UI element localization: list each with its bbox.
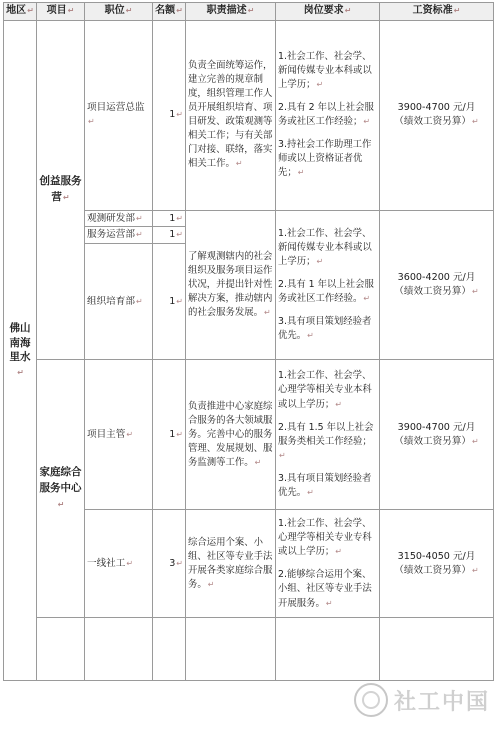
job-table [3,2,494,681]
position-count: 1↵ [153,210,186,227]
position-salary: 3150-4050 元/月 （绩效工资另算）↵ [380,510,494,618]
position-title: 项目主管↵ [85,360,153,510]
header-count: 名额↵ [153,3,186,21]
requirement-item: 3.具有项目策划经验者优先。↵ [278,316,372,342]
requirement-item: 2.具有 2 年以上社会服务或社区工作经验；↵ [278,101,374,127]
position-title: 观测研发部↵ [85,210,153,227]
requirement-item: 2.具有 1.5 年以上社会服务类相关工作经验；↵ [278,421,374,460]
position-requirements [276,360,380,510]
heart-emblem-icon [354,683,388,717]
shared-salary: 3600-4200 元/月 （绩效工资另算）↵ [380,210,494,360]
project-name-cell: 家庭综合服务中心↵ [37,360,85,618]
requirement-item: 1.社会工作、社会学、心理学等相关专业专科或以上学历；↵ [278,517,372,558]
position-salary: 3900-4700 元/月 （绩效工资另算）↵ [380,360,494,510]
empty-cell [380,618,494,681]
requirement-item: 1.社会工作、社会学、新闻传媒专业本科或以上学历；↵ [278,50,372,90]
position-salary: 3900-4700 元/月 （绩效工资另算）↵ [380,20,494,210]
position-title: 组织培育部↵ [85,244,153,360]
header-requirements: 岗位要求↵ [276,3,380,21]
position-count: 1↵ [153,227,186,244]
empty-cell [276,618,380,681]
empty-cell [186,618,276,681]
position-title: 服务运营部↵ [85,227,153,244]
requirement-item: 1.社会工作、社会学、心理学等相关专业本科或以上学历；↵ [278,370,372,410]
position-duties: 负责推进中心家庭综合服务的各大领域服务。完善中心的服务管理、发展规划、服务监测等工作。↵ [186,360,276,510]
table-row [4,618,494,681]
region-cell: 佛山南海里水↵ [4,20,37,681]
header-row [4,3,494,21]
requirement-item: 3.具有项目策划经验者优先。↵ [278,473,372,499]
table-row [4,20,494,210]
table-row [4,360,494,510]
empty-cell [37,618,85,681]
requirement-item: 1.社会工作、社会学、新闻传媒专业本科或以上学历；↵ [278,227,372,267]
position-duties: 负责全面统筹运作，建立完善的规章制度，组织管理工作人员开展组织培育、项目研发、政策观测等相关工作；与有关部门对接、联络，落实相关工作。↵ [186,20,276,210]
header-region: 地区↵ [4,3,37,21]
requirement-item: 3.持社会工作助理工作师或以上资格证者优先；↵ [278,139,372,179]
position-requirements [276,510,380,618]
header-project: 项目↵ [37,3,85,21]
position-title: 项目运营总监↵ [85,20,153,210]
position-count: 3↵ [153,510,186,618]
position-count: 1↵ [153,20,186,210]
watermark-logo [354,683,490,717]
position-title: 一线社工↵ [85,510,153,618]
logo-text: 社工中国 [393,688,490,715]
requirement-item: 2.能够综合运用个案、小组、社区等专业手法开展服务。↵ [278,569,372,609]
position-requirements [276,20,380,210]
position-duties: 综合运用个案、小组、社区等专业手法开展各类家庭综合服务。↵ [186,510,276,618]
header-position: 职位↵ [85,3,153,21]
shared-duties: 了解观测辖内的社会组织及服务项目运作状况，并提出针对性解决方案，推动辖内的社会服务发展。↵ [186,210,276,360]
project-name-cell: 创益服务营↵ [37,20,85,360]
shared-requirements [276,210,380,360]
position-count: 1↵ [153,244,186,360]
header-duties: 职责描述↵ [186,3,276,21]
empty-cell [153,618,186,681]
requirement-item: 2.具有 1 年以上社会服务或社区工作经验。↵ [278,278,374,304]
position-count: 1↵ [153,360,186,510]
header-salary: 工资标准↵ [380,3,494,21]
empty-cell [85,618,153,681]
